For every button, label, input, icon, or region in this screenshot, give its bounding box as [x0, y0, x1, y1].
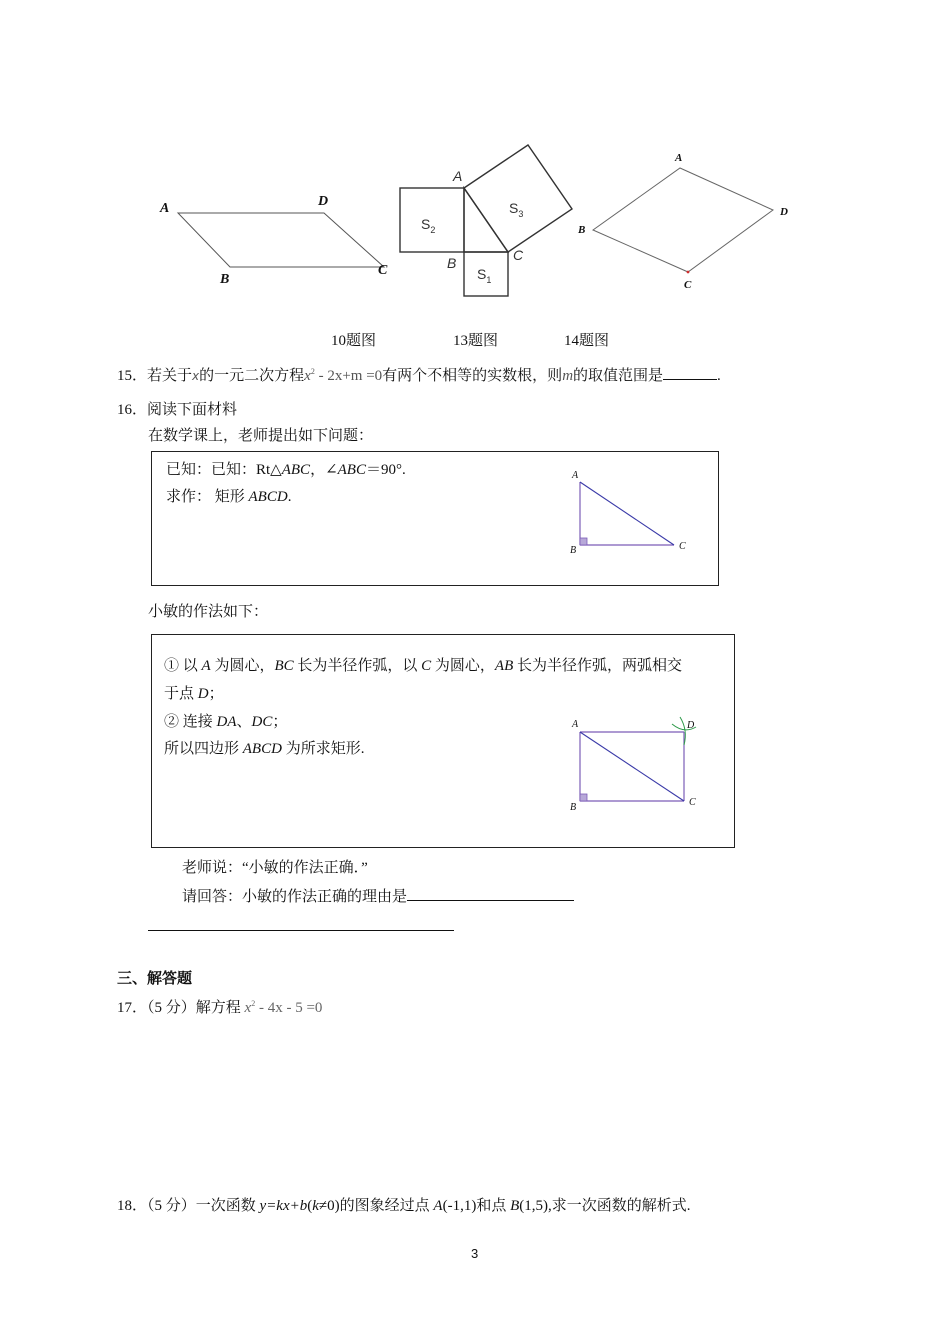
given-line: 已知：已知：Rt△ABC，∠ABC＝90°. — [166, 462, 406, 478]
question-15: 15．若关于x的一元二次方程$x^2 - 2x+m =0$有两个不相等的实数根，则m的取值范围是 . — [117, 367, 721, 384]
tri-label-c: C — [679, 541, 686, 552]
caption-fig14: 14题图 — [564, 333, 610, 349]
fig13-label-s1: $S_1$ — [477, 266, 492, 285]
fig14-label-d: D — [780, 206, 788, 218]
fig13-label-s2: $S_2$ — [421, 216, 436, 235]
fig13-label-a: A — [453, 168, 463, 184]
answer-prompt: 请回答：小敏的作法正确的理由是 — [182, 885, 574, 906]
q16-answer-blank-1[interactable] — [407, 886, 574, 901]
question-18: 18．（5 分）一次函数 y=kx+b(k≠0)的图象经过点 A(-1,1)和点 B(1,5),求一次函数的解析式. — [117, 1198, 691, 1214]
question-17: 17．（5 分）解方程 $x^2 - 4x - 5 =0$ — [117, 999, 323, 1016]
section-title: 三、解答题 — [117, 971, 193, 987]
parallelogram-abcd — [178, 213, 384, 267]
rect-label-b: B — [570, 802, 577, 813]
fig14-label-b: B — [578, 224, 586, 236]
fig10-label-d: D — [318, 194, 329, 209]
step-1-line-1: ① 以 A 为圆心，BC 长为半径作弧，以 C 为圆心，AB 长为半径作弧，两弧相交 — [164, 658, 683, 674]
ask-line: 求作： 矩形 ABCD. — [166, 489, 292, 505]
rect-label-d: D — [687, 720, 695, 731]
rhombus-abcd — [593, 168, 773, 272]
fig14-label-c: C — [684, 279, 692, 291]
fig10-label-b: B — [220, 272, 230, 287]
arc-from-c — [680, 717, 685, 745]
rect-label-a: A — [572, 719, 579, 730]
fig13-label-b: B — [447, 255, 457, 271]
step-1-line-2: 于点 D； — [164, 686, 224, 702]
tri-label-b: B — [570, 545, 577, 556]
figure-10 — [150, 185, 400, 295]
fig13-label-s3: $S_3$ — [509, 200, 524, 219]
tri-label-a: A — [572, 470, 579, 481]
q16-answer-blank-2[interactable] — [148, 930, 454, 931]
teacher-comment: 老师说：“小敏的作法正确．” — [182, 860, 368, 876]
caption-fig13: 13题图 — [453, 333, 499, 349]
caption-fig10: 10题图 — [331, 333, 377, 349]
page-number: 3 — [471, 1246, 479, 1261]
step-3: 所以四边形 ABCD 为所求矩形. — [164, 741, 365, 757]
q15-number: 15． — [117, 368, 148, 384]
fig10-label-c: C — [378, 263, 388, 278]
method-intro: 小敏的作法如下： — [148, 604, 269, 620]
q16-title: 16．阅读下面材料 — [117, 402, 238, 418]
fig10-label-a: A — [160, 201, 170, 216]
step-2: ② 连接 DA、DC； — [164, 714, 288, 730]
figure-14 — [585, 160, 795, 285]
square-s3 — [464, 145, 572, 252]
q16-intro: 在数学课上，老师提出如下问题： — [148, 428, 374, 444]
rect-label-c: C — [689, 797, 696, 808]
fig13-label-c: C — [513, 247, 524, 263]
fig14-label-a: A — [675, 152, 683, 164]
q15-answer-blank[interactable] — [663, 365, 717, 380]
